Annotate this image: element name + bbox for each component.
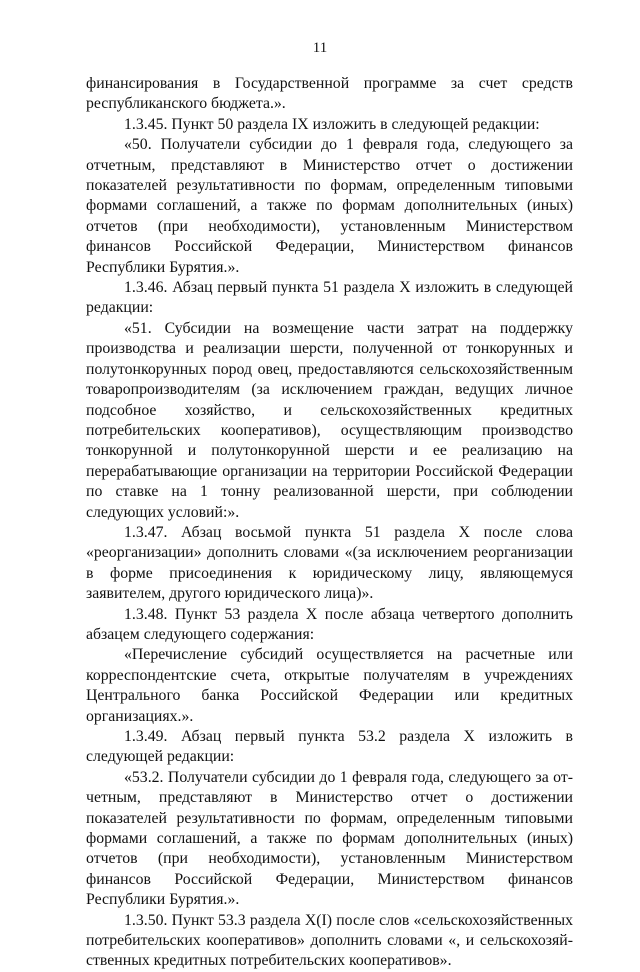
paragraph-continuation: финансирования в Государственной программе за счет средств республиканского бюджета.».: [86, 75, 573, 113]
paragraph-1-3-47: 1.3.47. Абзац восьмой пункта 51 раздела X после слова «реорганизации» дополнить словами «(за исключением реорганизации в форме присоединения к юридическому лицу, являющемуся заявителем, другого юридического лица)».: [86, 523, 573, 603]
document-body: [86, 74, 573, 972]
paragraph-1-3-46: 1.3.46. Абзац первый пункта 51 раздела X изложить в следующей редакции:: [86, 279, 573, 317]
paragraph-quote-53-2: «53.2. Получатели субсидии до 1 февраля года, следующего за отчетным, представляют в Министерство отчет о достижении показателей результативности по формам, определенным типовыми формами соглашений, а также по формам дополнительных (иных) отчетов (при необходимости), установленным Министерством финансов Российской Федерации, Министерством финансов Республики Бурятия.».: [86, 768, 573, 909]
page-number: 11: [312, 40, 328, 56]
paragraph-1-3-50: 1.3.50. Пункт 53.3 раздела X(I) после слов «сельскохозяйственных потребительских кооперативов» дополнить словами «, и сельскохозяйственных кредитных потребительских кооперативов».: [86, 911, 573, 970]
paragraph-1-3-45: 1.3.45. Пункт 50 раздела IX изложить в следующей редакции:: [124, 115, 540, 133]
paragraph-1-3-49: 1.3.49. Абзац первый пункта 53.2 раздела X изложить в следующей редакции:: [86, 728, 573, 766]
paragraph-quote-transfer: «Перечисление субсидий осуществляется на расчетные или корреспондентские счета, открытые получателям в учреждениях Центрального банка Российской Федерации или кредитных организациях.».: [86, 646, 573, 725]
paragraph-quote-50: «50. Получатели субсидии до 1 февраля года, следующего за отчетным, представляют в Министерство отчет о достижении показателей результативности по формам, определенным типовыми формами соглашений, а также по формам дополнительных (иных) отчетов (при необходимости), установленным Министерством финансов Российской Федерации, Министерством финансов Республики Бурятия.».: [86, 136, 573, 276]
paragraph-1-3-48: 1.3.48. Пункт 53 раздела X после абзаца четвертого дополнить абзацем следующего содержания:: [86, 605, 573, 643]
paragraph-quote-51: «51. Субсидии на возмещение части затрат на поддержку производства и реализации шерсти, полученной от тонкорунных и полутонкорунных пород овец, предоставляются сельскохозяйственным товаропроизводителям (за исключением граждан, ведущих личное подсобное хозяйство, и сельскохозяйственных кредитных потребительских кооперативов), осуществляющим производство тонкорунной и полутонкорунной шерсти и ее реализацию на перерабатывающие организации на территории Российской Федерации по ставке на 1 тонну реализованной шерсти, при соблюдении следующих условий:».: [86, 319, 573, 521]
